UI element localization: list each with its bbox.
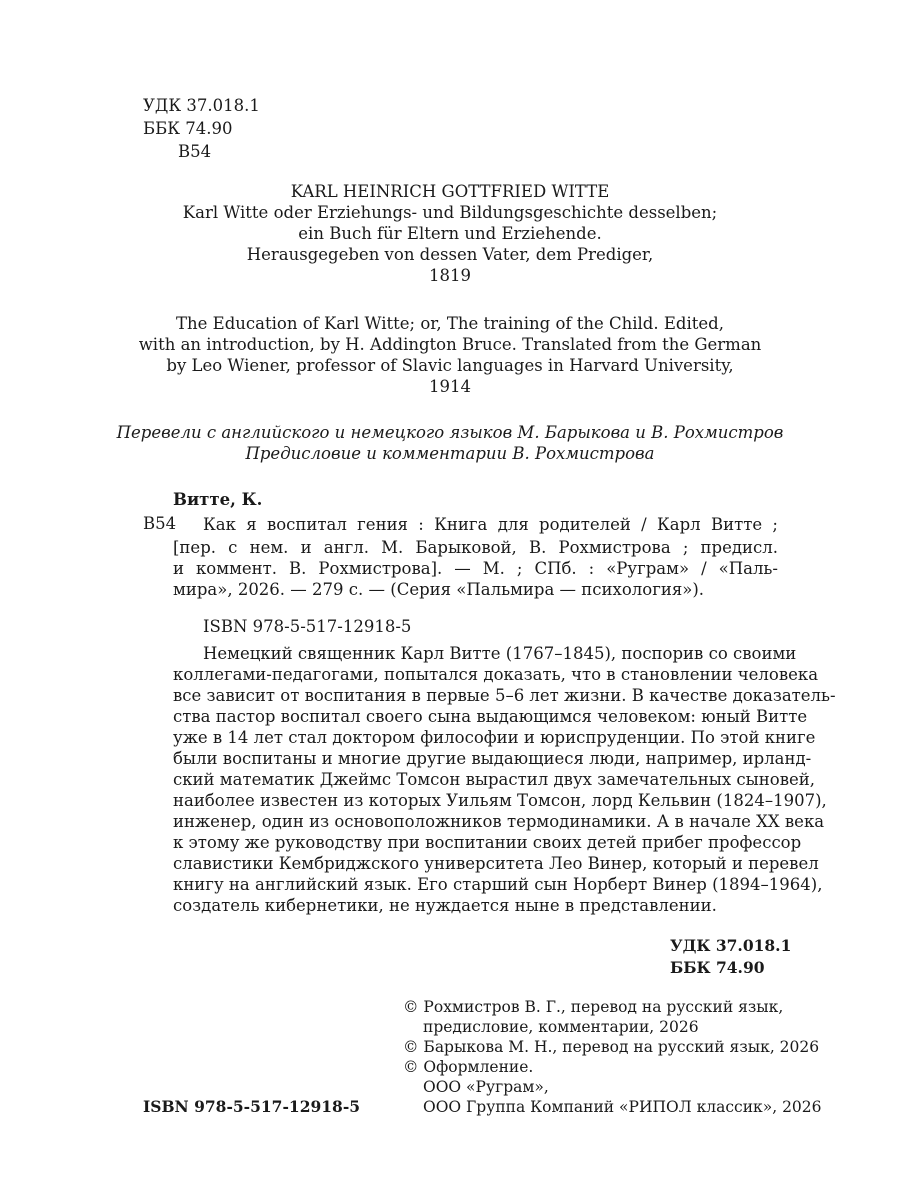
record-title bbox=[203, 514, 778, 535]
abstract-line: Немецкий священник Карл Витте (1767–1845), поспорив со своими bbox=[203, 644, 797, 663]
abstract-line: коллегами-педагогами, попытался доказать, что в становлении человека bbox=[173, 665, 819, 684]
bottom-bbk: ББК 74.90 bbox=[670, 958, 765, 977]
abstract-line: ства пастор воспитал своего сына выдающимся человеком: юный Витте bbox=[173, 707, 808, 726]
author-mark: В54 bbox=[178, 142, 212, 161]
copyright-line: ООО Группа Компаний «РИПОЛ классик», 2026 bbox=[423, 1098, 822, 1116]
abstract-line: ский математик Джеймс Томсон вырастил двух замечательных сыновей, bbox=[173, 770, 816, 789]
original-german-block bbox=[0, 181, 900, 286]
translators-block bbox=[0, 422, 900, 464]
copyright-line: предисловие, комментарии, 2026 bbox=[423, 1018, 699, 1036]
english-line: 1914 bbox=[429, 377, 471, 396]
english-line: The Education of Karl Witte; or, The training of the Child. Edited, bbox=[176, 314, 724, 333]
abstract-line: славистики Кембриджского университета Лео Винер, который и перевел bbox=[173, 854, 819, 873]
abstract-line: к этому же руководству при воспитании своих детей прибег профессор bbox=[173, 833, 802, 852]
record-line: Как я воспитал гения : Книга для родителей / Карл Витте ; bbox=[203, 515, 778, 534]
german-line: Herausgegeben von dessen Vater, dem Prediger, bbox=[246, 245, 654, 264]
record-author: Витте, К. bbox=[173, 490, 263, 509]
record-code: В54 bbox=[143, 514, 177, 533]
english-line: by Leo Wiener, professor of Slavic languages in Harvard University, bbox=[166, 356, 734, 375]
bottom-udk: УДК 37.018.1 bbox=[670, 936, 792, 955]
original-english-block bbox=[0, 313, 900, 397]
copyright-line: © Барыкова М. Н., перевод на русский язык, 2026 bbox=[403, 1038, 820, 1056]
isbn-footer: ISBN 978-5-517-12918-5 bbox=[143, 1097, 361, 1116]
copyright-line: © Рохмистров В. Г., перевод на русский язык, bbox=[403, 998, 784, 1016]
abstract-block bbox=[173, 643, 836, 916]
record-body bbox=[173, 537, 778, 600]
abstract-line: были воспитаны и многие другие выдающиеся люди, например, ирланд- bbox=[173, 749, 812, 768]
abstract-line: все зависит от воспитания в первые 5–6 лет жизни. В качестве доказатель- bbox=[173, 686, 836, 705]
german-line: Karl Witte oder Erziehungs- und Bildungsgeschichte desselben; bbox=[182, 203, 718, 222]
abstract-line: инженер, один из основоположников термодинамики. А в начале XX века bbox=[173, 812, 825, 831]
record-line: [пер. с нем. и англ. М. Барыковой, В. Рохмистрова ; предисл. bbox=[173, 538, 778, 557]
english-line: with an introduction, by H. Addington Bruce. Translated from the German bbox=[138, 335, 762, 354]
german-line: 1819 bbox=[429, 266, 471, 285]
translators-line: Перевели с английского и немецкого языков М. Барыкова и В. Рохмистров bbox=[116, 423, 784, 442]
abstract-line: книгу на английский язык. Его старший сын Норберт Винер (1894–1964), bbox=[173, 875, 823, 894]
udk-code: УДК 37.018.1 bbox=[143, 96, 260, 115]
copyright-line: © Оформление. bbox=[403, 1058, 534, 1076]
translators-line: Предисловие и комментарии В. Рохмистрова bbox=[245, 444, 655, 463]
abstract-line: наиболее известен из которых Уильям Томсон, лорд Кельвин (1824–1907), bbox=[173, 791, 827, 810]
copyright-block bbox=[403, 997, 822, 1117]
abstract-line: создатель кибернетики, не нуждается ныне в представлении. bbox=[173, 896, 717, 915]
copyright-line: ООО «Руграм», bbox=[423, 1078, 549, 1096]
abstract-line: уже в 14 лет стал доктором философии и юриспруденции. По этой книге bbox=[173, 728, 816, 747]
record-isbn: ISBN 978-5-517-12918-5 bbox=[203, 617, 412, 636]
record-line: и коммент. В. Рохмистрова]. — М. ; СПб. : «Руграм» / «Паль- bbox=[173, 559, 778, 578]
german-line: ein Buch für Eltern und Erziehende. bbox=[298, 224, 602, 243]
bbk-code: ББК 74.90 bbox=[143, 119, 233, 138]
record-line: мира», 2026. — 279 с. — (Серия «Пальмира — психология»). bbox=[173, 580, 705, 599]
german-line: KARL HEINRICH GOTTFRIED WITTE bbox=[290, 182, 610, 201]
